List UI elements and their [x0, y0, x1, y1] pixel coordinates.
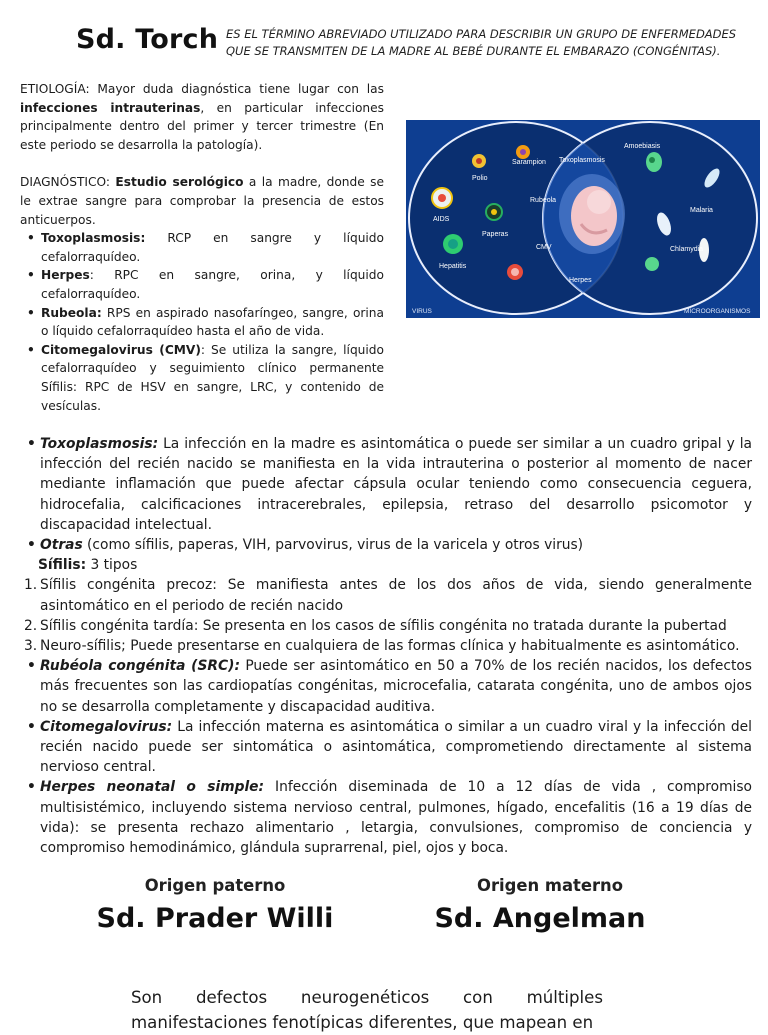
- item-term: Otras: [40, 537, 83, 554]
- list-item-term: Rubeola:: [41, 305, 102, 320]
- list-item-text: : RPC en sangre, orina, y líquido cefalorraquídeo.: [41, 268, 384, 301]
- list-item-text: : Se utiliza la sangre, líquido cefalorraquídeo y seguimiento clínico permanente Sífilis: RPC de HSV en sangre, LRC, y contenido de vesículas.: [41, 342, 384, 413]
- list-item: [24, 434, 752, 535]
- label-cmv: CMV: [536, 244, 552, 251]
- numbered-item: [24, 636, 752, 656]
- numbered-item: [24, 575, 752, 615]
- closing-line-2: manifestaciones fenotípicas diferentes, que mapean en: [131, 1013, 594, 1032]
- etiologia-paragraph: [20, 80, 384, 154]
- list-item-term: Herpes: [41, 268, 90, 283]
- etiologia-rest: , en particular infecciones principalmente dentro del primer y tercer trimestre (En este periodo se desarrolla la patología).: [20, 100, 384, 152]
- item-term: Citomegalovirus:: [40, 718, 173, 735]
- list-item: [24, 656, 752, 717]
- list-item: [24, 535, 752, 555]
- hepatitis-icon: [443, 234, 463, 254]
- label-polio: Polio: [472, 175, 488, 182]
- item-text: Sífilis congénita precoz: Se manifiesta antes de los dos años de vida, siendo generalmente asintomático en el periodo de recién nacido: [40, 577, 752, 614]
- item-text: Infección diseminada de 10 a 12 días de vida , compromiso multisistémico, incluyendo sistema nervioso central, pulmones, hígado, encefalitis (16 a 19 días de vida): se presenta rechazo alimentario , letargia, convulsiones, compromiso de conciencia y compromiso hemodinámico, glándula suprarrenal, piel, ojos y boca.: [40, 779, 752, 857]
- item-text: La infección en la madre es asintomática o puede ser similar a un cuadro gripal y la infección del recién nacido se manifiesta en la vida intrauterina o posterior al momento de nacer mediante inflamación que puede afectar cápsula ocular teniendo como consecuencia ceguera, hidrocefalia, calcificaciones intracerebrales, epilepsia, retraso del desarrollo psicomotor y discapacidad intelectual.: [40, 436, 752, 533]
- list-item: [41, 304, 384, 341]
- diagnostico-prefix: DIAGNÓSTICO:: [20, 175, 116, 190]
- polio-icon: [472, 154, 486, 168]
- numbered-item: [24, 616, 752, 636]
- list-item: [41, 229, 384, 266]
- diagnostico-rest: a la madre, donde se le extrae sangre para comprobar la presencia de estos anticuerpos.: [20, 175, 384, 227]
- bacteria-icon: [645, 257, 659, 271]
- item-term: Sífilis:: [38, 557, 87, 574]
- item-text: La infección materna es asintomática o similar a un cuadro viral y la infección del recién nacido puede ser sintomática o asintomática, comprometiendo directamente al sistema nervioso central.: [40, 718, 752, 776]
- list-item-text: RCP en sangre y líquido cefalorraquídeo.: [41, 231, 384, 264]
- item-number: 1.: [24, 577, 38, 594]
- item-term: Toxoplasmosis:: [40, 436, 159, 452]
- item-text: 3 tipos: [86, 557, 138, 574]
- title-description: ES EL TÉRMINO ABREVIADO UTILIZADO PARA DESCRIBIR UN GRUPO DE ENFERMEDADES QUE SE TRANSMITEN DE LA MADRE AL BEBÉ DURANTE EL EMBARAZO (CONGÉNITAS).: [226, 27, 737, 58]
- page-title: Sd. Torch: [76, 24, 219, 55]
- item-term: Herpes neonatal o simple:: [40, 779, 265, 796]
- item-term: Rubéola congénita (SRC):: [40, 658, 240, 675]
- origin-materno-label: Origen materno: [477, 876, 623, 895]
- syndrome-angelman: Sd. Angelman: [434, 903, 646, 934]
- main-content: [24, 434, 752, 858]
- label-herpes: Herpes: [569, 277, 592, 284]
- etiologia-bold: infecciones intrauterinas: [20, 100, 201, 115]
- item-text: (como sífilis, paperas, VIH, parvovirus, virus de la varicela y otros virus): [82, 537, 584, 554]
- label-hepatitis: Hepatitis: [439, 263, 467, 270]
- cmv-virus-icon: [507, 264, 523, 280]
- list-item-term: Toxoplasmosis:: [41, 231, 146, 246]
- list-item: [41, 266, 384, 303]
- diagnostico-list: [20, 229, 384, 415]
- syndrome-prader-willi: Sd. Prader Willi: [96, 903, 334, 934]
- amoebiasis-icon: [646, 152, 662, 172]
- item-text: Sífilis congénita tardía: Se presenta en los casos de sífilis congénita no tratada durante la pubertad: [40, 617, 727, 634]
- label-rubeola: Rubeola: [530, 197, 557, 204]
- paperas-icon: [486, 204, 502, 220]
- closing-line-1: Son defectos neurogenéticos con múltiples: [131, 988, 603, 1007]
- label-aids: AIDS: [433, 216, 450, 223]
- diagnostico-bold: Estudio serológico: [115, 175, 244, 190]
- sarampion-icon: [516, 145, 530, 159]
- label-virus: VIRUS: [412, 308, 432, 315]
- label-sarampion: Sarampion: [512, 159, 546, 166]
- list-item: [24, 777, 752, 858]
- aids-icon: [432, 188, 452, 208]
- item-text: Puede ser asintomático en 50 a 70% de los recién nacidos, los defectos más frecuentes son las cardiopatías congénitas, microcefalia, catarata congénita, uno de ambos ojos no se desarrolla completamente y discapacidad auditiva.: [40, 658, 752, 715]
- list-item-term: Citomegalovirus (CMV): [41, 342, 201, 357]
- label-chlamydia: Chlamydia: [670, 246, 704, 253]
- sifilis-heading: [24, 555, 752, 575]
- list-item: [24, 717, 752, 778]
- label-microorganismos: MICROORGANISMOS: [684, 308, 751, 315]
- label-paperas: Paperas: [482, 231, 509, 238]
- origin-paterno-label: Origen paterno: [144, 876, 286, 895]
- etiologia-prefix: ETIOLOGÍA: Mayor duda diagnóstica tiene lugar con las: [20, 82, 384, 96]
- torch-venn-svg: [406, 120, 760, 318]
- list-item: [41, 341, 384, 415]
- item-number: 3.: [24, 638, 38, 655]
- list-item-text: RPS en aspirado nasofaríngeo, sangre, orina o líquido cefalorraquídeo hasta el año de vida.: [41, 305, 384, 339]
- diagnostico-paragraph: [20, 173, 384, 229]
- label-toxoplasmosis: Toxoplasmosis: [559, 157, 605, 164]
- label-malaria: Malaria: [690, 207, 713, 214]
- label-amoebiasis: Amoebiasis: [624, 143, 661, 150]
- item-text: Neuro-sífilis; Puede presentarse en cualquiera de las formas clínica y habitualmente es asintomático.: [40, 638, 740, 655]
- item-number: 2.: [24, 617, 38, 634]
- left-column: [20, 80, 384, 415]
- torch-diagram: [406, 120, 760, 318]
